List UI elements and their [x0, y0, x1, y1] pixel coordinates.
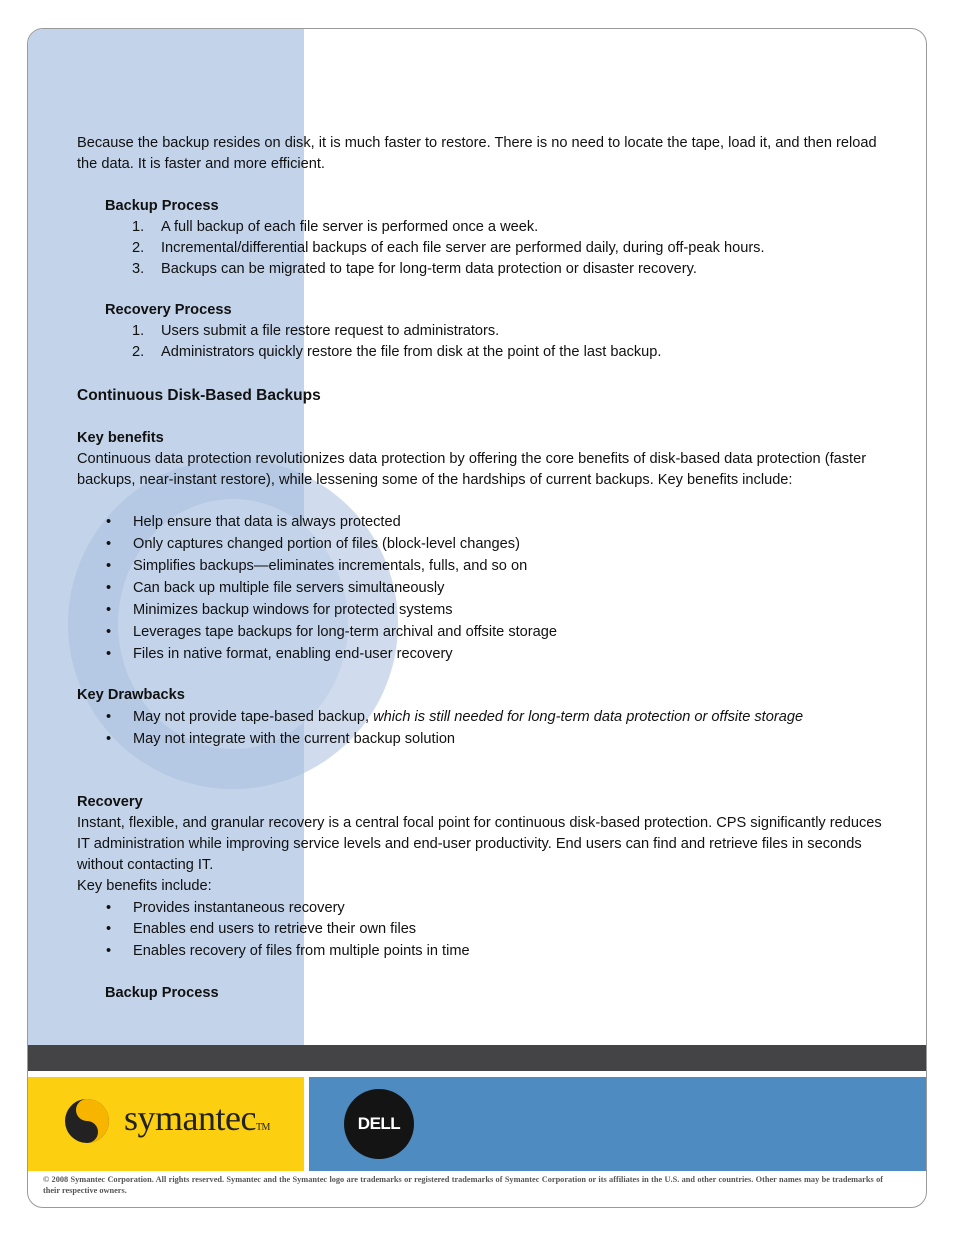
- list-item: Provides instantaneous recovery: [133, 900, 345, 916]
- list-item: Incremental/differential backups of each file server are performed daily, during off-peak hours.: [161, 240, 765, 256]
- list-item: Only captures changed portion of files (block-level changes): [133, 536, 520, 552]
- key-drawbacks-heading: Key Drawbacks: [77, 687, 185, 703]
- list-item: Can back up multiple file servers simultaneously: [133, 580, 445, 596]
- recovery-process-heading: Recovery Process: [105, 302, 232, 318]
- list-item: Backups can be migrated to tape for long-term data protection or disaster recovery.: [161, 261, 697, 277]
- bullet-icon: •: [106, 580, 112, 596]
- copyright-notice: © 2008 Symantec Corporation. All rights reserved. Symantec and the Symantec logo are trademarks or registered trademarks of Symantec Corporation or its affiliates in the U.S. and other countries. Other names may be trademarks of their respective owners.: [43, 1175, 883, 1195]
- list-item: May not integrate with the current backup solution: [133, 731, 456, 747]
- list-item: Leverages tape backups for long-term archival and offsite storage: [133, 624, 558, 640]
- list-item: Users submit a file restore request to administrators.: [161, 323, 500, 339]
- list-number: 1.: [132, 219, 145, 235]
- list-item: [133, 707, 803, 728]
- footer-dark-bar: [28, 1045, 926, 1071]
- key-benefits-paragraph: Continuous data protection revolutionizes data protection by offering the core benefits of disk-based data protection (faster backups, near-instant restore), while lessening some of the hardships of current backups. Key benefits include:: [77, 451, 867, 488]
- recovery-paragraph: Instant, flexible, and granular recovery is a central focal point for continuous disk-based protection. CPS significantly reduces IT administration while improving service levels and end-user productivity. End users can find and retrieve files in seconds without contacting IT.: [77, 815, 882, 873]
- list-item: Enables end users to retrieve their own files: [133, 921, 417, 937]
- key-benefits-heading: Key benefits: [77, 430, 164, 446]
- symantec-logo-icon: [64, 1098, 110, 1144]
- list-item: Administrators quickly restore the file from disk at the point of the last backup.: [161, 344, 662, 360]
- list-item: Simplifies backups—eliminates incrementals, fulls, and so on: [133, 558, 528, 574]
- bullet-icon: •: [106, 943, 112, 959]
- list-item: Files in native format, enabling end-user recovery: [133, 646, 453, 662]
- intro-paragraph: Because the backup resides on disk, it is much faster to restore. There is no need to locate the tape, load it, and then reload the data. It is faster and more efficient.: [77, 135, 877, 172]
- drawback-emphasis: which is still needed for long-term data protection or offsite storage: [373, 709, 804, 725]
- bullet-icon: •: [106, 624, 112, 640]
- bullet-icon: •: [106, 709, 112, 725]
- bullet-icon: •: [106, 602, 112, 618]
- recovery-intro: Key benefits include:: [77, 878, 212, 894]
- drawback-text: May not provide tape-based backup,: [133, 709, 374, 725]
- bullet-icon: •: [106, 900, 112, 916]
- list-number: 3.: [132, 261, 145, 277]
- backup-process-heading: Backup Process: [105, 198, 219, 214]
- bullet-icon: •: [106, 921, 112, 937]
- list-number: 2.: [132, 240, 145, 256]
- bullet-icon: •: [106, 536, 112, 552]
- backup-process-heading-2: Backup Process: [105, 985, 219, 1001]
- bullet-icon: •: [106, 646, 112, 662]
- symantec-logo-text: symantecTM: [124, 1098, 270, 1138]
- section-title: Continuous Disk-Based Backups: [77, 387, 321, 404]
- bullet-icon: •: [106, 731, 112, 747]
- list-item: Minimizes backup windows for protected systems: [133, 602, 453, 618]
- bullet-icon: •: [106, 514, 112, 530]
- list-item: Enables recovery of files from multiple points in time: [133, 943, 470, 959]
- list-number: 1.: [132, 323, 145, 339]
- dell-logo: DELL: [344, 1089, 414, 1159]
- list-item: Help ensure that data is always protected: [133, 514, 401, 530]
- recovery-heading: Recovery: [77, 794, 143, 810]
- list-item: A full backup of each file server is performed once a week.: [161, 219, 539, 235]
- list-number: 2.: [132, 344, 145, 360]
- bullet-icon: •: [106, 558, 112, 574]
